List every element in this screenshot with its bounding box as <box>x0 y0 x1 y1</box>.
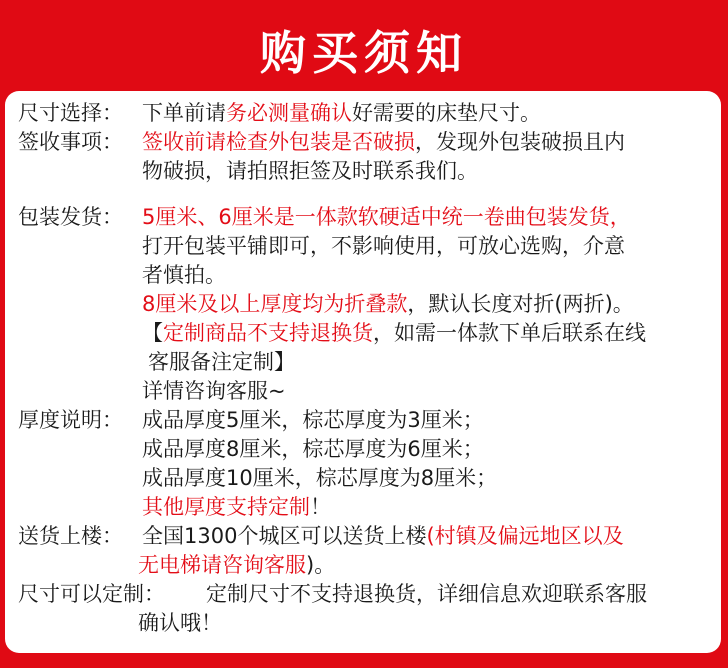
thickness-line-3: 成品厚度10厘米，棕芯厚度为8厘米； <box>142 466 498 490</box>
thickness-exclaim: ！ <box>310 495 331 519</box>
thickness-line-2: 成品厚度8厘米，棕芯厚度为6厘米； <box>142 437 484 461</box>
delivery-text-1: 全国1300个城区可以送货上楼 <box>142 524 427 548</box>
custom-row <box>18 580 718 609</box>
delivery-text-2: )。 <box>306 553 336 577</box>
packing-line-3: 者慎拍。 <box>142 263 226 287</box>
page-title: 购买须知 <box>260 26 468 80</box>
packing-line-1: 5厘米、6厘米是一体款软硬适中统一卷曲包装发货， <box>142 205 631 229</box>
packing-fold-text: ，默认长度对折(两折)。 <box>407 292 634 316</box>
receipt-highlight: 签收前请检查外包装是否破损 <box>142 130 415 154</box>
packing-fold-highlight: 8厘米及以上厚度均为折叠款 <box>142 292 408 316</box>
thickness-custom-highlight: 其他厚度支持定制 <box>142 495 310 519</box>
custom-label: 尺寸可以定制： <box>18 582 165 606</box>
header-banner <box>0 0 728 96</box>
packing-custom-highlight: 定制商品不支持退换货 <box>163 321 373 345</box>
size-select-highlight: 务必测量确认 <box>226 101 352 125</box>
thickness-line-4 <box>18 493 718 522</box>
packing-row <box>18 203 718 232</box>
delivery-highlight-2: 无电梯请咨询客服 <box>138 553 306 577</box>
packing-line-4 <box>18 290 718 319</box>
packing-line-2: 打开包装平铺即可，不影响使用，可放心选购，介意 <box>142 234 625 258</box>
packing-label: 包装发货： <box>18 205 123 229</box>
delivery-label: 送货上楼： <box>18 524 123 548</box>
packing-bracket-open: 【 <box>142 321 163 345</box>
packing-line-5 <box>18 319 718 348</box>
delivery-row <box>18 522 718 551</box>
receipt-text-1: ，发现外包装破损且内 <box>415 130 625 154</box>
packing-line-7: 详情咨询客服~ <box>142 379 286 403</box>
thickness-label: 厚度说明： <box>18 408 123 432</box>
delivery-line-2 <box>18 551 718 580</box>
thickness-line-1: 成品厚度5厘米，棕芯厚度为3厘米； <box>142 408 484 432</box>
notice-content <box>18 99 718 638</box>
receipt-line-2: 物破损，请拍照拒签及时联系我们。 <box>142 159 478 183</box>
section-gap <box>18 186 718 203</box>
custom-text-1: 定制尺寸不支持退换货，详细信息欢迎联系客服 <box>206 582 647 606</box>
size-select-label: 尺寸选择： <box>18 101 123 125</box>
receipt-row <box>18 128 718 157</box>
packing-custom-text: ，如需一体款下单后联系在线 <box>373 321 646 345</box>
receipt-label: 签收事项： <box>18 130 123 154</box>
delivery-highlight-1: (村镇及偏远地区以及 <box>426 524 624 548</box>
custom-line-2: 确认哦！ <box>138 611 222 635</box>
size-select-text-1: 下单前请 <box>142 101 226 125</box>
thickness-row <box>18 406 718 435</box>
packing-line-6: 客服备注定制】 <box>148 350 295 374</box>
size-select-text-2: 好需要的床垫尺寸。 <box>352 101 541 125</box>
size-select-row <box>18 99 718 128</box>
